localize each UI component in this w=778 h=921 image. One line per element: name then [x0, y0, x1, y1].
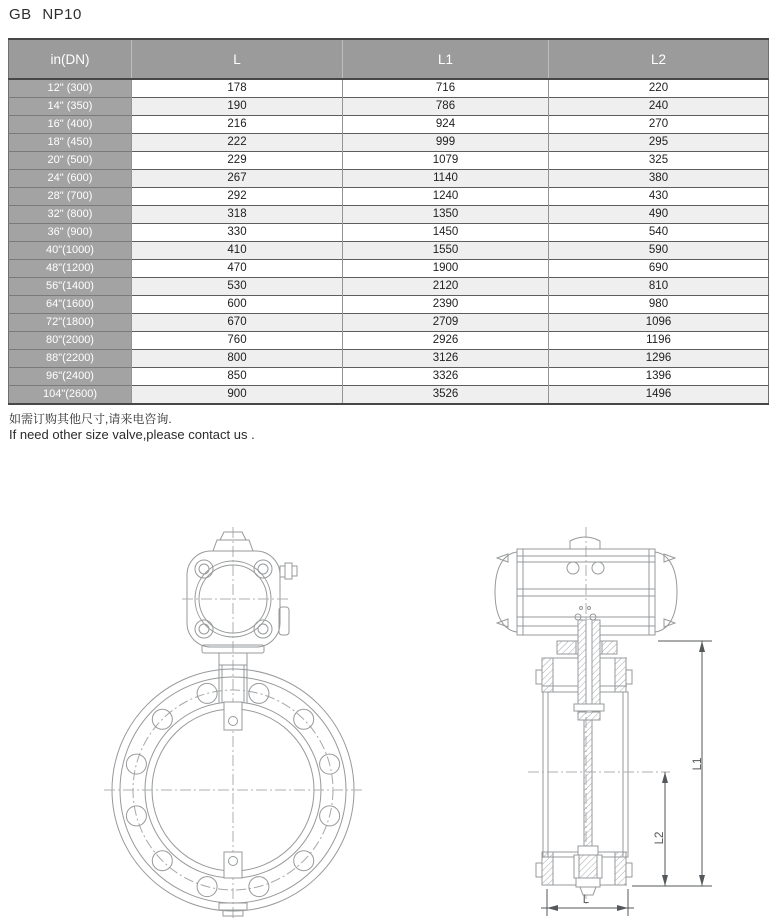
table-row	[9, 242, 769, 260]
cell-dn: 36" (900)	[9, 224, 132, 242]
cell-dn: 24" (600)	[9, 170, 132, 188]
cell-l1: 1900	[343, 260, 549, 278]
table-row	[9, 368, 769, 386]
cell-l: 850	[132, 368, 343, 386]
cell-dn: 56"(1400)	[9, 278, 132, 296]
cell-dn: 72"(1800)	[9, 314, 132, 332]
cell-l2: 240	[549, 98, 769, 116]
cell-l2: 1396	[549, 368, 769, 386]
cell-dn: 64"(1600)	[9, 296, 132, 314]
cell-l1: 3526	[343, 386, 549, 405]
cell-l1: 1240	[343, 188, 549, 206]
cell-l2: 1296	[549, 350, 769, 368]
cell-l2: 295	[549, 134, 769, 152]
cell-l2: 490	[549, 206, 769, 224]
table-row	[9, 79, 769, 98]
cell-dn: 48"(1200)	[9, 260, 132, 278]
note-english: If need other size valve,please contact us .	[9, 427, 255, 442]
cell-dn: 28" (700)	[9, 188, 132, 206]
cell-dn: 12" (300)	[9, 79, 132, 98]
dimension-table	[8, 38, 769, 405]
table-row	[9, 98, 769, 116]
table-body	[9, 79, 769, 404]
table-row	[9, 314, 769, 332]
cell-l1: 1550	[343, 242, 549, 260]
col-header-dn: in(DN)	[9, 39, 132, 79]
cell-dn: 14" (350)	[9, 98, 132, 116]
cell-l2: 220	[549, 79, 769, 98]
table-row	[9, 278, 769, 296]
actuator-top-port	[570, 537, 600, 549]
table-row	[9, 116, 769, 134]
dim-label-l: L	[582, 894, 590, 906]
cell-l1: 924	[343, 116, 549, 134]
cell-l1: 3326	[343, 368, 549, 386]
cell-l2: 690	[549, 260, 769, 278]
side-stem	[574, 620, 604, 895]
cell-l2: 1496	[549, 386, 769, 405]
cell-l2: 1196	[549, 332, 769, 350]
col-header-l: L	[132, 39, 343, 79]
cell-dn: 40"(1000)	[9, 242, 132, 260]
cell-l1: 2926	[343, 332, 549, 350]
cell-l2: 1096	[549, 314, 769, 332]
cell-l: 267	[132, 170, 343, 188]
dimension-l	[541, 889, 634, 916]
cell-l: 330	[132, 224, 343, 242]
cell-dn: 32" (800)	[9, 206, 132, 224]
cell-l2: 325	[549, 152, 769, 170]
cell-l2: 810	[549, 278, 769, 296]
cell-l1: 2390	[343, 296, 549, 314]
cell-l: 760	[132, 332, 343, 350]
cell-l1: 1450	[343, 224, 549, 242]
col-header-l2: L2	[549, 39, 769, 79]
cell-l1: 1140	[343, 170, 549, 188]
header-row	[9, 39, 769, 79]
table-row	[9, 188, 769, 206]
cell-l2: 540	[549, 224, 769, 242]
cell-l: 178	[132, 79, 343, 98]
table-row	[9, 170, 769, 188]
cell-l2: 430	[549, 188, 769, 206]
cell-l: 292	[132, 188, 343, 206]
front-view-drawing	[104, 527, 362, 919]
dim-label-l2: L2	[654, 831, 666, 845]
note-chinese: 如需订购其他尺寸,请来电咨询.	[9, 412, 172, 426]
technical-drawings	[0, 495, 778, 921]
cell-l: 410	[132, 242, 343, 260]
cell-l: 190	[132, 98, 343, 116]
air-fitting-icon	[280, 563, 297, 579]
cell-l: 229	[132, 152, 343, 170]
dim-label-l1: L1	[692, 757, 704, 771]
table-row	[9, 386, 769, 405]
cell-l: 470	[132, 260, 343, 278]
cell-l: 216	[132, 116, 343, 134]
table-row	[9, 332, 769, 350]
cell-dn: 20" (500)	[9, 152, 132, 170]
cell-dn: 18" (450)	[9, 134, 132, 152]
cell-l: 800	[132, 350, 343, 368]
cell-l1: 999	[343, 134, 549, 152]
dimension-l2	[654, 772, 668, 886]
cell-l1: 2709	[343, 314, 549, 332]
cell-l1: 786	[343, 98, 549, 116]
table-row	[9, 134, 769, 152]
table-row	[9, 224, 769, 242]
dimension-l1	[632, 641, 712, 886]
cell-l1: 716	[343, 79, 549, 98]
cell-l: 600	[132, 296, 343, 314]
cell-l2: 590	[549, 242, 769, 260]
cell-l1: 1350	[343, 206, 549, 224]
cell-l1: 2120	[343, 278, 549, 296]
cell-dn: 104"(2600)	[9, 386, 132, 405]
cell-l2: 270	[549, 116, 769, 134]
cell-dn: 16" (400)	[9, 116, 132, 134]
col-header-l1: L1	[343, 39, 549, 79]
cell-l1: 3126	[343, 350, 549, 368]
table-row	[9, 260, 769, 278]
cell-l: 900	[132, 386, 343, 405]
table-row	[9, 152, 769, 170]
cell-l: 318	[132, 206, 343, 224]
cell-l: 222	[132, 134, 343, 152]
front-actuator	[182, 532, 297, 647]
cell-dn: 88"(2200)	[9, 350, 132, 368]
table-row	[9, 350, 769, 368]
table-row	[9, 206, 769, 224]
table-row	[9, 296, 769, 314]
side-view-drawing	[495, 527, 677, 906]
cell-l: 530	[132, 278, 343, 296]
page-title: GB NP10	[9, 6, 82, 23]
cell-l: 670	[132, 314, 343, 332]
cell-dn: 96"(2400)	[9, 368, 132, 386]
cell-dn: 80"(2000)	[9, 332, 132, 350]
cell-l2: 980	[549, 296, 769, 314]
cell-l2: 380	[549, 170, 769, 188]
cell-l1: 1079	[343, 152, 549, 170]
